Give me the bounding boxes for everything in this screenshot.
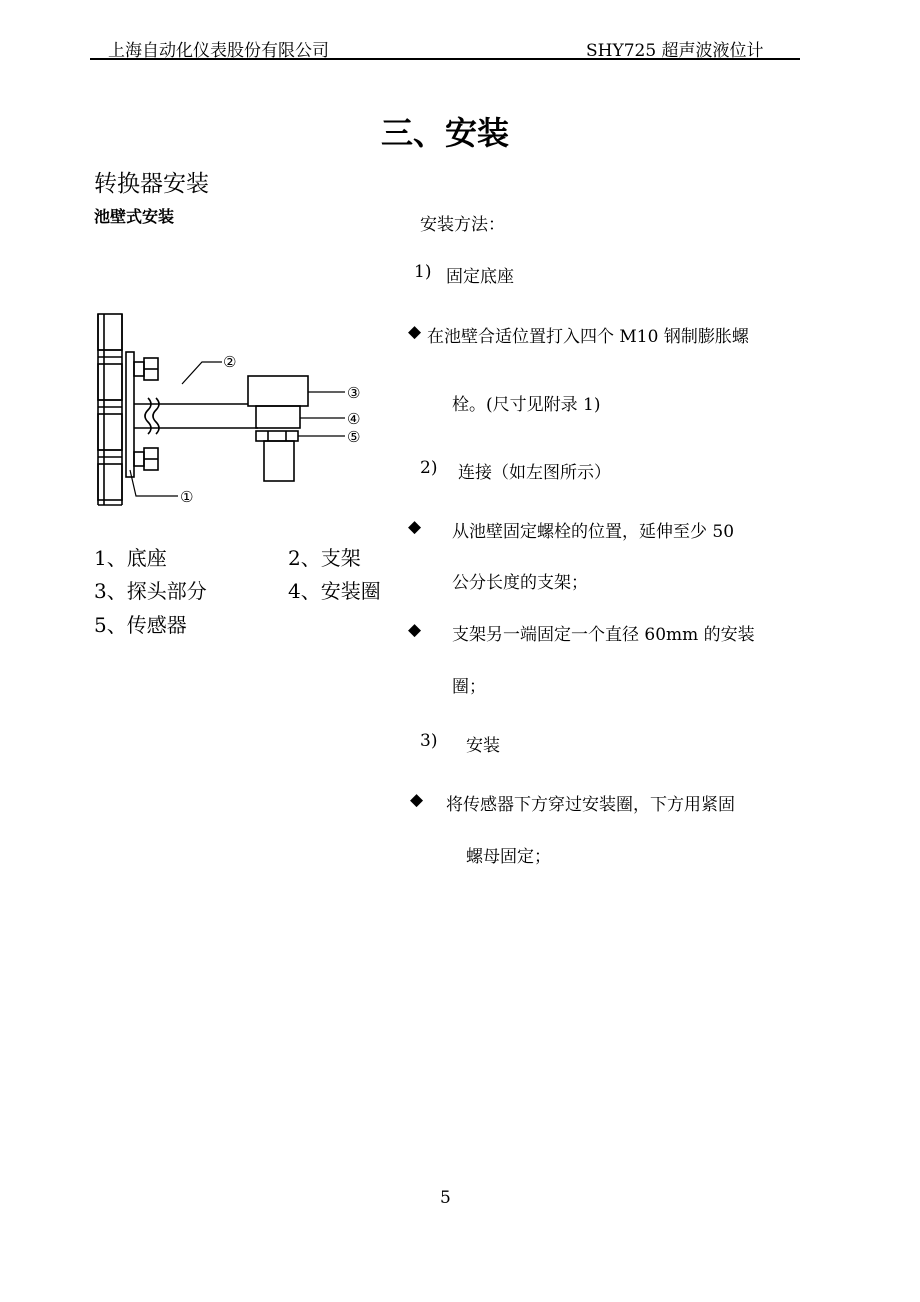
page-title: 三、安装 [380,114,509,152]
bullet-2-line-2: 公分长度的支架； [452,573,588,593]
legend-item-ring: 4、安装圈 [288,579,381,603]
step-3-number: 3) [420,731,438,751]
callout-3: ③ [347,384,361,402]
legend-item-sensor: 5、传感器 [94,613,187,637]
header-rule [90,58,800,60]
step-3-label: 安装 [466,736,500,756]
base-plate [126,352,134,477]
method-heading: 安装方法： [420,215,505,235]
legend-item-base: 1、底座 [94,546,167,570]
bolt-bottom [134,448,158,470]
bullet-4-line-1: 将传感器下方穿过安装圈，下方用紧固 [446,795,735,815]
sensor-body [264,441,294,481]
step-1-label: 固定底座 [446,267,514,287]
bullet-2-diamond: ◆ [408,517,422,537]
callout-4: ④ [347,410,361,428]
subsection-heading: 池壁式安装 [94,207,175,226]
wall-bricks [98,314,122,505]
callout-1: ① [180,488,194,506]
bolt-top [134,358,158,380]
legend-item-bracket: 2、支架 [288,546,361,570]
step-1-number: 1) [414,262,432,282]
probe-head [248,376,308,406]
nut [256,431,298,441]
bullet-3-line-2: 圈； [452,677,486,697]
step-2-label: 连接（如左图所示） [458,463,611,483]
bullet-3-line-1: 支架另一端固定一个直径 60mm 的安装 [452,625,755,645]
bullet-4-line-2: 螺母固定； [466,847,551,867]
page-number: 5 [440,1188,451,1208]
bullet-2-line-1: 从池壁固定螺栓的位置，延伸至少 50 [452,522,735,542]
step-2-number: 2) [420,458,438,478]
callout-5: ⑤ [347,428,361,446]
bracket-arm [134,398,258,434]
header-product: SHY725 超声波液位计 [586,41,764,61]
bullet-1-line-1: 在池壁合适位置打入四个 M10 钢制膨胀螺 [427,327,749,347]
bullet-1-diamond: ◆ [408,322,422,342]
header-company: 上海自动化仪表股份有限公司 [108,41,329,61]
bullet-1-line-2: 栓。(尺寸见附录 1) [452,395,601,415]
bullet-3-diamond: ◆ [408,620,422,640]
installation-diagram [90,300,390,520]
bullet-4-diamond: ◆ [410,790,424,810]
legend-item-probe: 3、探头部分 [94,579,207,603]
section-heading: 转换器安装 [94,171,209,197]
mounting-ring-body [256,406,300,428]
callout-2: ② [223,353,237,371]
